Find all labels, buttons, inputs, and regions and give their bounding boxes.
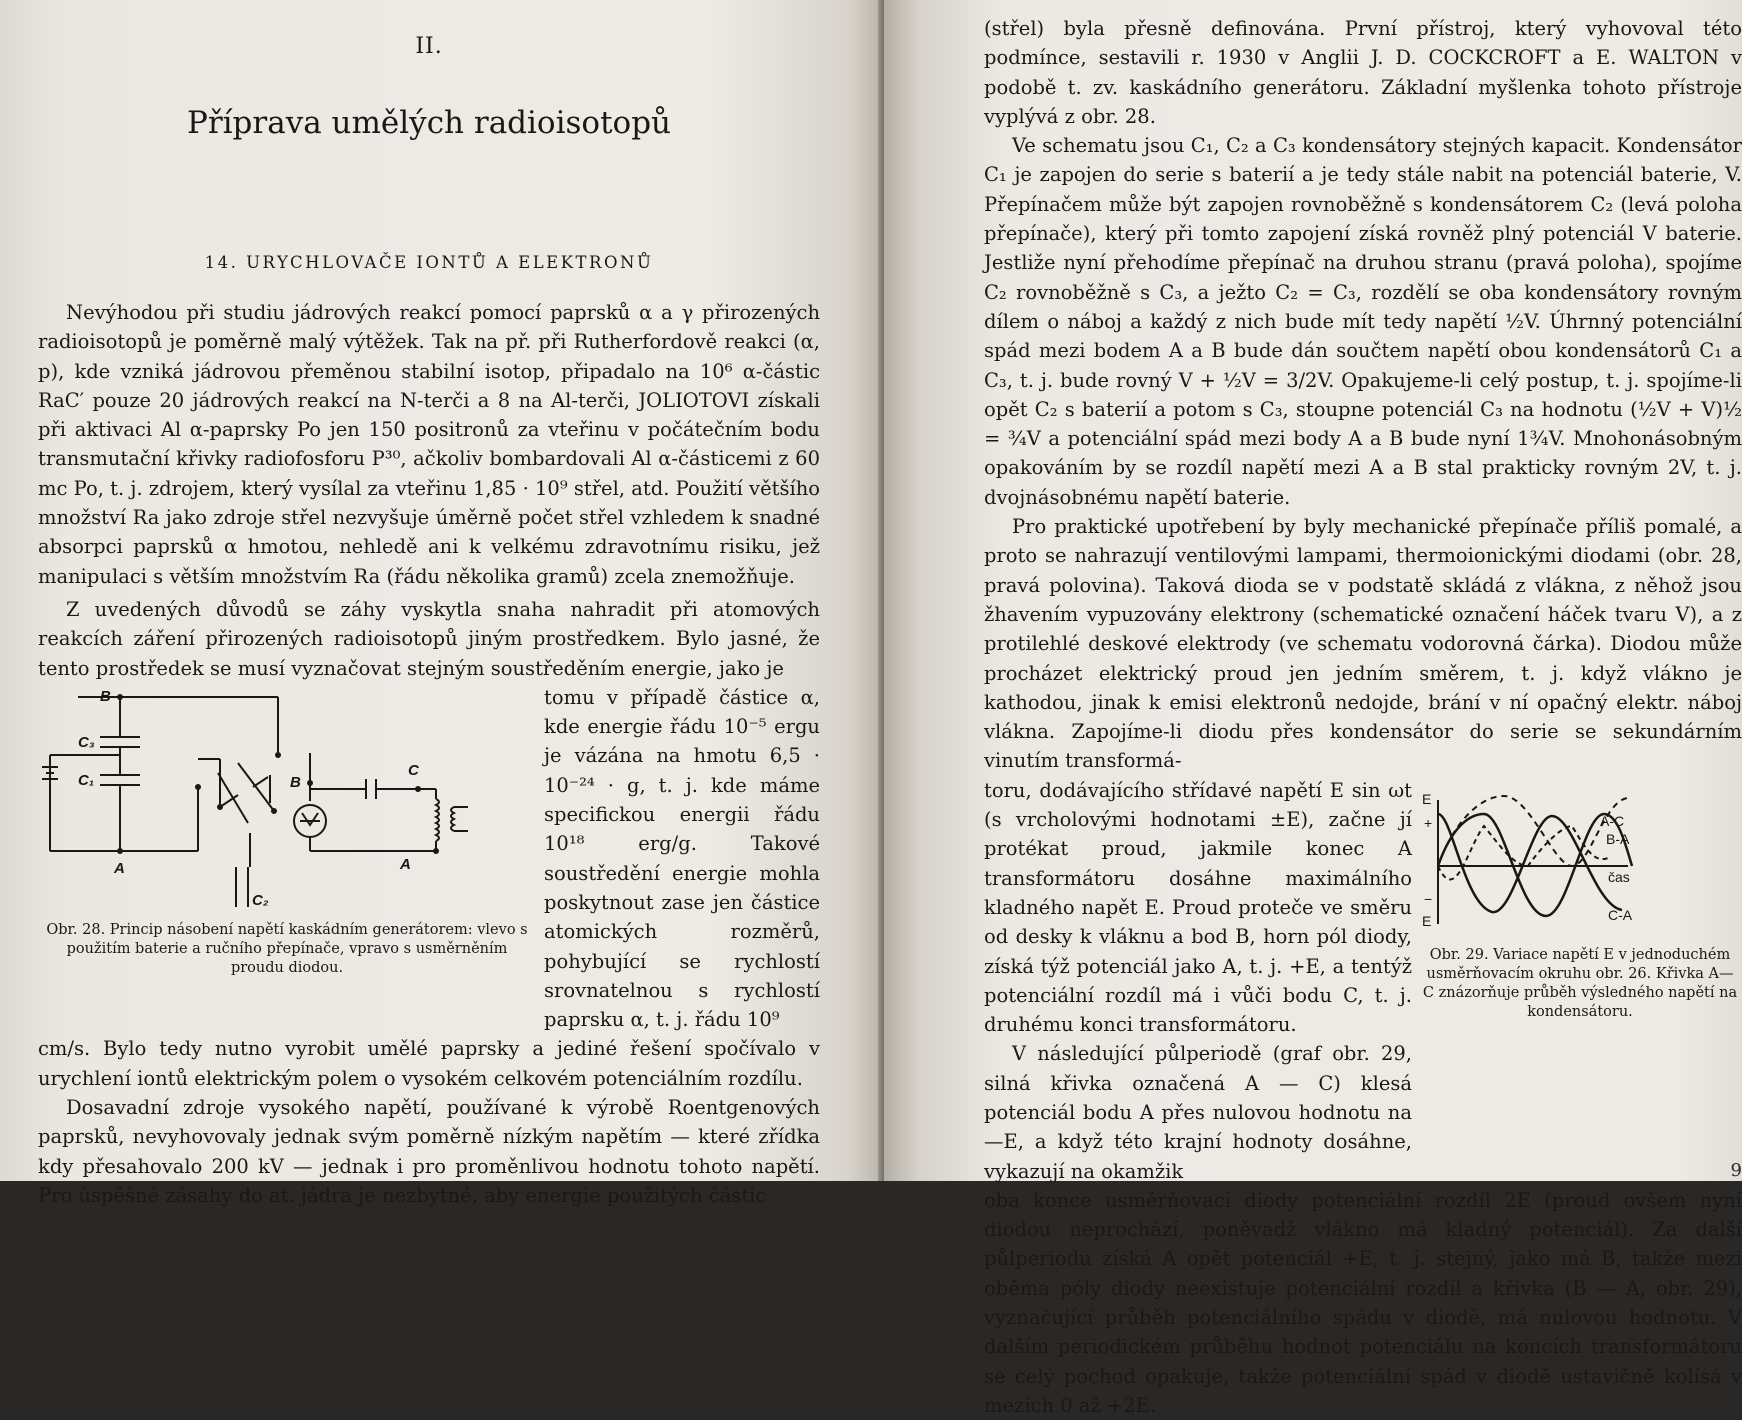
fig28-label-c2: C₂	[252, 891, 269, 909]
figure-28-block	[38, 683, 820, 1035]
chapter-title: Příprava umělých radioisotopů	[186, 105, 672, 141]
figure-29-side-text	[984, 776, 1412, 1186]
figure-28-diagram	[38, 683, 538, 911]
left-paragraph-1: Nevýhodou při studiu jádrových reakcí pomocí paprsků α a γ přirozených radioisotopů je poměrně malý výtěžek. Tak na př. při Rutherfordově reakci (α, p), kde vzniká jádrovou přeměnou stabilní isotop, připadalo na 10⁶ α-částic RaC′ pouze 20 jádrových reakcí na N-terči a 8 na Al-terči, JOLIOTOVI získali při aktivaci Al α-paprsky Po jen 150 positronů za vteřinu v počátečním bodu transmutační křivky radiofosforu P³⁰, ačkoliv bombardovali Al α-částicemi z 60 mc Po, t. j. zdrojem, který vysílal za vteřinu 1,85 · 10⁹ střel, atd. Použití většího množství Ra jako zdroje střel nezvyšuje úměrně počet střel vzhledem k snadné absorpci paprsků α hmotou, nehledě ani k velkému zdravotnímu risiku, jež manipulaci s větším množstvím Ra (řádu několika gramů) zcela znemožňuje.	[38, 301, 820, 588]
chapter-number: II.	[415, 34, 443, 59]
right-paragraph-4-side: V následující půlperiodě (graf obr. 29, silná křivka označená A — C) klesá potenciál bodu A přes nulovou hodnotu na —E, a když této krajní hodnoty dosáhne, vykazují na okamžik	[984, 1042, 1412, 1183]
figure-29-caption: Obr. 29. Variace napětí E v jednoduchém usměrňovacím okruhu obr. 26. Křivka A—C znázorňuje průběh výsledného napětí na kondensátoru.	[1422, 946, 1738, 1020]
figure-28-caption: Obr. 28. Princip násobení napětí kaskádním generátorem: vlevo s použitím baterie a ručního přepínače, vpravo s usměrněním proudu diodou.	[46, 921, 528, 976]
left-page	[0, 0, 884, 1207]
right-paragraph-3: Pro praktické upotřebení by byly mechanické přepínače příliš pomalé, a proto se nahrazují ventilovými lampami, thermoionickými diodami (obr. 28, pravá polovina). Taková dioda se v podstatě skládá z vlákna, z něhož jsou žhavením vypuzovány elektrony (schematické označení háček tvaru V), a z protilehlé deskové elektrody (ve schematu vodorovná čárka). Diodou může procházet elektrický proud jen jedním směrem, t. j. když vlákno je kathodou, jinak k emisi elektronů nedojde, brání v ní opačný elektr. náboj vlákna. Zapojíme-li diodu přes kondensátor do serie se sekundárním vinutím transformá-	[984, 515, 1742, 773]
fig29-label-ba: B-A	[1606, 830, 1630, 847]
figure-28	[38, 683, 540, 1035]
fig28-label-c: C	[408, 761, 419, 779]
fig29-label-cas: čas	[1608, 868, 1630, 885]
fig28-label-a: A	[114, 859, 125, 877]
figure-29-block	[984, 776, 1742, 1186]
fig28-label-b: B	[100, 687, 111, 705]
fig29-label-minus: −	[1424, 890, 1433, 907]
fig29-label-e-top: E	[1422, 790, 1432, 807]
fig28-label-c1: C₁	[78, 771, 95, 789]
fig29-label-plus: +	[1424, 814, 1433, 831]
right-paragraph-4-cont: oba konce usměrňovací diody potenciální rozdíl 2E (proud ovšem nyní diodou neprochází, poněvadž vlákno má kladný potenciál). Za další půlperiodu získá A opět potenciál +E, t. j. stejný, jako má B, takže mezi oběma póly diody neexistuje potenciální rozdíl a křivka (B — A, obr. 29), vyznačující průběh potenciálního spádu v diodě, má nulovou hodnotu. V dalším periodickém průběhu hodnot potenciálu na koncích transformátoru se celý pochod opakuje, takže potenciální spád v diodě ustavičně kolísá v mezích 0 až +2E.	[984, 1188, 1742, 1417]
fig29-label-ca: C-A	[1608, 906, 1633, 923]
right-paragraph-3-side: toru, dodávajícího střídavé napětí E sin ωt (s vrcholovými hodnotami ±E), začne jí protékat proud, jakmile konec A transformátoru dosáhne maximálního kladného napět E. Proud proteče ve směru od desky k vláknu a bod B, horn pól diody, získá týž potenciál jako A, t. j. +E, a tentýž potenciální rozdíl má i vůči bodu C, t. j. druhému konci transformátoru.	[984, 778, 1412, 1037]
fig28-label-c3: C₃	[78, 733, 95, 751]
fig29-label-e-bottom: E	[1422, 912, 1432, 929]
figure-29-graph	[1422, 786, 1640, 938]
figure-28-side-text	[540, 683, 820, 1035]
figure-29	[1412, 776, 1742, 1186]
left-paragraph-3: Dosavadní zdroje vysokého napětí, používané k výrobě Roentgenových paprsků, nevyhovovaly jednak svým poměrně nízkým napětím — které zřídka kdy přesahovalo 200 kV — jednak i pro proměnlivou hodnotu tohoto napětí. Pro úspěšné zásahy do at. jádra je nezbytné, aby energie použitých částic	[38, 1096, 820, 1207]
left-paragraph-2-side: tomu v případě částice α, kde energie řádu 10⁻⁵ ergu je vázána na hmotu 6,5 · 10⁻²⁴ · g, t. j. kde máme specifickou energii řádu 10¹⁸ erg/g. Takové soustředění energie mohla poskytnout zase jen částice atomických rozměrů, pohybující se rychlostí srovnatelnou s rychlostí paprsku α, t. j. řádu 10⁹	[544, 685, 820, 1032]
fig28-label-a2: A	[400, 855, 411, 873]
right-page	[884, 0, 1742, 1417]
right-paragraph-1: (střel) byla přesně definována. První přístroj, který vyhovoval této podmínce, sestavili r. 1930 v Anglii J. D. COCKCROFT a E. WALTON v podobě t. zv. kaskádního generátoru. Základní myšlenka tohoto přístroje vyplývá z obr. 28.	[984, 17, 1742, 128]
left-paragraph-2-cont: cm/s. Bylo tedy nutno vyrobit umělé paprsky a jediné řešení spočívalo v urychlení iontů elektrickým polem o vysokém celkovém potenciálním rozdílu.	[38, 1037, 820, 1090]
fig29-label-ac: A-C	[1600, 812, 1625, 829]
page-number: 9	[1730, 1160, 1742, 1181]
section-heading: 14. URYCHLOVAČE IONTŮ A ELEKTRONŮ	[204, 253, 654, 272]
left-paragraph-2: Z uvedených důvodů se záhy vyskytla snaha nahradit při atomových reakcích záření přirozených radioisotopů jiným prostředkem. Bylo jasné, že tento prostředek se musí vyznačovat stejným soustředěním energie, jako je	[38, 597, 820, 680]
fig28-label-b2: B	[290, 773, 301, 791]
right-paragraph-2: Ve schematu jsou C₁, C₂ a C₃ kondensátory stejných kapacit. Kondensátor C₁ je zapojen do serie s baterií a je tedy stále nabit na potenciál baterie, V. Přepínačem může být zapojen rovnoběžně s kondensátorem C₂ (levá poloha přepínače), který při tomto zapojení získá rovněž plný potenciál V baterie. Jestliže nyní přehodíme přepínač na druhou stranu (pravá poloha), spojíme C₂ rovnoběžně s C₃, a ježto C₂ = C₃, rozdělí se oba kondensátory rovným dílem o náboj a každý z nich bude mít tedy napětí ½V. Úhrnný potenciální spád mezi bodem A a B bude dán součtem napětí obou kondensátorů C₁ a C₃, t. j. bude rovný V + ½V = 3/2V. Opakujeme-li celý postup, t. j. spojíme-li opět C₂ s baterií a potom s C₃, stoupne potenciál C₃ na hodnotu (½V + V)½ = ¾V a potenciální spád mezi body A a B bude nyní 1¾V. Mnohonásobným opakováním by se rozdíl napětí mezi A a B stal prakticky rovným 2V, t. j. dvojnásobnému napětí baterie.	[984, 134, 1742, 509]
